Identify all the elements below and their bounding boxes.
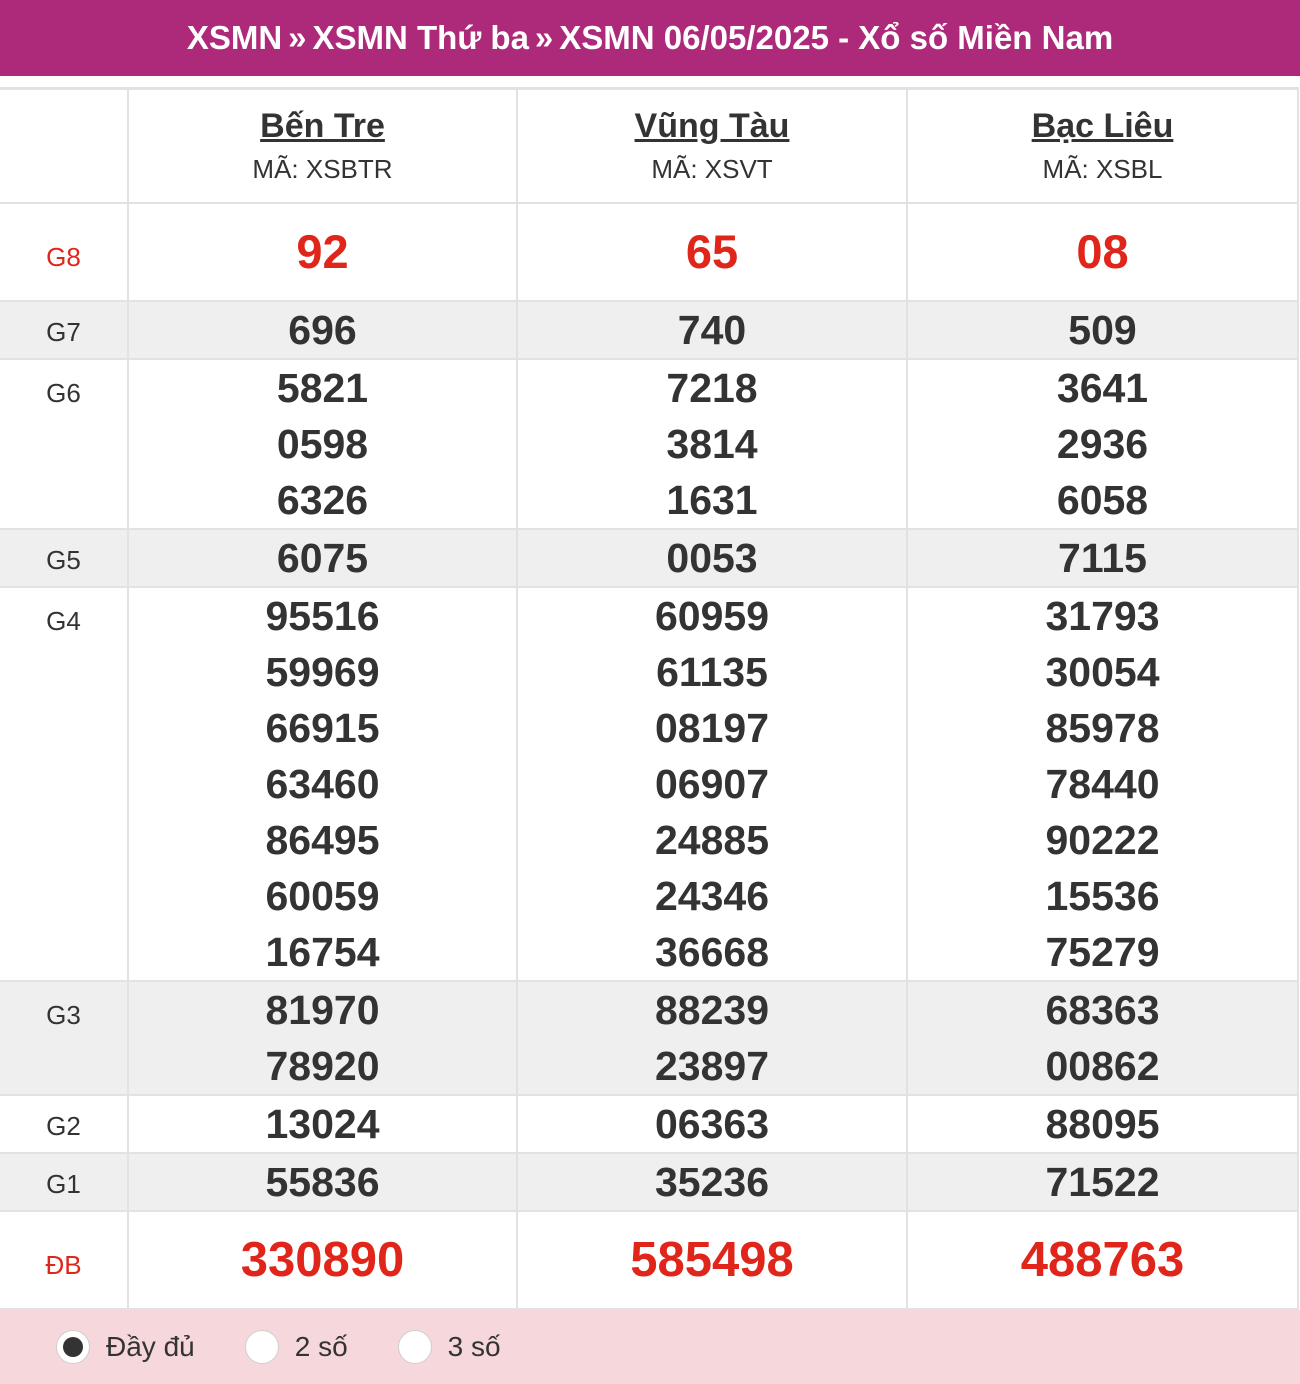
prize-cell	[517, 1211, 907, 1309]
prize-number: 00862	[1045, 1042, 1160, 1089]
prize-cell	[907, 587, 1298, 981]
prize-number: 75279	[1045, 928, 1160, 975]
breadcrumb-separator: »	[288, 19, 307, 56]
prize-number: 65	[685, 224, 739, 278]
prize-number: 0053	[666, 534, 758, 581]
radio-button-selected[interactable]	[56, 1330, 90, 1364]
province-code: MÃ: XSVT	[651, 154, 773, 184]
prize-number: 7218	[666, 364, 758, 411]
prize-row-g5	[0, 529, 1298, 587]
radio-button[interactable]	[245, 1330, 279, 1364]
special-prize-number: 488763	[1020, 1232, 1185, 1287]
prize-label: G6	[0, 359, 128, 529]
prize-cell	[128, 1211, 517, 1309]
prize-label: G5	[0, 529, 128, 587]
prize-label: G8	[0, 203, 128, 301]
prize-number: 696	[288, 306, 357, 353]
prize-number: 3814	[666, 420, 758, 467]
prize-row-g4	[0, 587, 1298, 981]
prize-cell	[517, 1153, 907, 1211]
prize-label: G1	[0, 1153, 128, 1211]
prize-number: 63460	[265, 760, 380, 807]
prize-number: 30054	[1045, 648, 1160, 695]
prize-number: 61135	[656, 648, 768, 695]
province-header	[907, 89, 1298, 203]
prize-number: 0598	[276, 420, 369, 467]
option-2-digits[interactable]	[245, 1330, 348, 1364]
prize-number: 68363	[1045, 986, 1160, 1033]
prize-number: 24346	[654, 872, 769, 919]
prize-number: 5821	[276, 364, 369, 411]
prize-number: 60959	[654, 592, 769, 639]
prize-row-g7	[0, 301, 1298, 359]
prize-cell	[907, 981, 1298, 1095]
prize-number: 71522	[1045, 1158, 1160, 1205]
prize-cell	[128, 981, 517, 1095]
prize-row-g3	[0, 981, 1298, 1095]
prize-number: 509	[1068, 306, 1137, 353]
prize-number: 16754	[265, 928, 380, 975]
prize-row-special	[0, 1211, 1298, 1309]
option-label: 2 số	[294, 1331, 348, 1362]
prize-cell	[517, 529, 907, 587]
prize-number: 6326	[276, 476, 369, 523]
prize-number: 740	[677, 306, 747, 353]
prize-number: 06363	[654, 1100, 769, 1147]
prize-cell	[128, 301, 517, 359]
prize-number: 55836	[265, 1158, 380, 1205]
province-link[interactable]: Bạc Liêu	[1031, 107, 1174, 145]
prize-number: 78920	[265, 1042, 380, 1089]
province-header-row	[0, 89, 1298, 203]
prize-number: 08197	[654, 704, 769, 751]
prize-label: G4	[0, 587, 128, 981]
page-title: XSMN 06/05/2025 - Xổ số Miền Nam	[559, 19, 1114, 56]
prize-number: 86495	[265, 816, 380, 863]
radio-button[interactable]	[398, 1330, 432, 1364]
prize-cell	[907, 1211, 1298, 1309]
prize-label: G7	[0, 301, 128, 359]
prize-number: 88239	[654, 986, 769, 1033]
province-link[interactable]: Vũng Tàu	[634, 107, 790, 145]
page-header	[0, 0, 1300, 76]
prize-cell	[128, 1095, 517, 1153]
prize-number: 66915	[265, 704, 380, 751]
prize-number: 24885	[654, 816, 769, 863]
prize-label: ĐB	[0, 1211, 128, 1309]
prize-number: 1631	[666, 476, 758, 523]
prize-number: 08	[1076, 224, 1129, 278]
radio-dot-icon	[63, 1337, 83, 1357]
prize-cell	[517, 301, 907, 359]
prize-cell	[517, 359, 907, 529]
prize-cell	[128, 587, 517, 981]
option-3-digits[interactable]	[398, 1330, 501, 1364]
prize-number: 60059	[265, 872, 380, 919]
prize-cell	[128, 203, 517, 301]
prize-number: 85978	[1045, 704, 1160, 751]
prize-cell	[517, 981, 907, 1095]
prize-number: 15536	[1045, 872, 1160, 919]
prize-number: 6075	[276, 534, 369, 581]
prize-label: G3	[0, 981, 128, 1095]
prize-number: 88095	[1045, 1100, 1160, 1147]
province-code: MÃ: XSBTR	[252, 154, 393, 184]
prize-number: 95516	[265, 592, 380, 639]
display-options-bar	[0, 1310, 1300, 1384]
prize-row-g1	[0, 1153, 1298, 1211]
prize-number: 7115	[1058, 534, 1147, 581]
prize-row-g6	[0, 359, 1298, 529]
prize-number: 90222	[1045, 816, 1160, 863]
prize-cell	[907, 1095, 1298, 1153]
special-prize-number: 330890	[240, 1232, 405, 1287]
prize-number: 2936	[1056, 420, 1149, 467]
option-label: 3 số	[447, 1331, 501, 1362]
prize-cell	[128, 359, 517, 529]
prize-cell	[517, 1095, 907, 1153]
province-code: MÃ: XSBL	[1042, 154, 1163, 184]
prize-number: 36668	[654, 928, 769, 975]
prize-number: 92	[296, 224, 349, 278]
results-table	[0, 87, 1299, 1310]
prize-cell	[907, 529, 1298, 587]
prize-cell	[907, 301, 1298, 359]
option-full[interactable]	[56, 1330, 195, 1364]
prize-number: 35236	[654, 1158, 769, 1205]
prize-row-g2	[0, 1095, 1298, 1153]
prize-cell	[907, 203, 1298, 301]
province-header	[128, 89, 517, 203]
prize-cell	[128, 529, 517, 587]
prize-number: 78440	[1045, 760, 1160, 807]
prize-number: 81970	[265, 986, 380, 1033]
prize-cell	[907, 359, 1298, 529]
prize-number: 59969	[265, 648, 380, 695]
prize-number: 6058	[1056, 476, 1149, 523]
province-link[interactable]: Bến Tre	[260, 107, 385, 145]
prize-cell	[907, 1153, 1298, 1211]
prize-number: 31793	[1045, 592, 1160, 639]
breadcrumb-separator: »	[534, 19, 554, 56]
prize-cell	[517, 203, 907, 301]
breadcrumb-xsmn[interactable]: XSMN	[186, 19, 283, 56]
prize-number: 13024	[265, 1100, 380, 1147]
prize-cell	[517, 587, 907, 981]
province-header	[517, 89, 907, 203]
prize-cell	[128, 1153, 517, 1211]
prize-number: 23897	[654, 1042, 769, 1089]
prize-label: G2	[0, 1095, 128, 1153]
special-prize-number: 585498	[630, 1232, 794, 1287]
prize-number: 06907	[654, 760, 769, 807]
empty-corner-cell	[0, 89, 128, 203]
prize-row-g8	[0, 203, 1298, 301]
option-label: Đầy đủ	[106, 1331, 195, 1362]
breadcrumb-xsmn-thu-ba[interactable]: XSMN Thứ ba	[312, 19, 529, 56]
prize-number: 3641	[1056, 364, 1149, 411]
